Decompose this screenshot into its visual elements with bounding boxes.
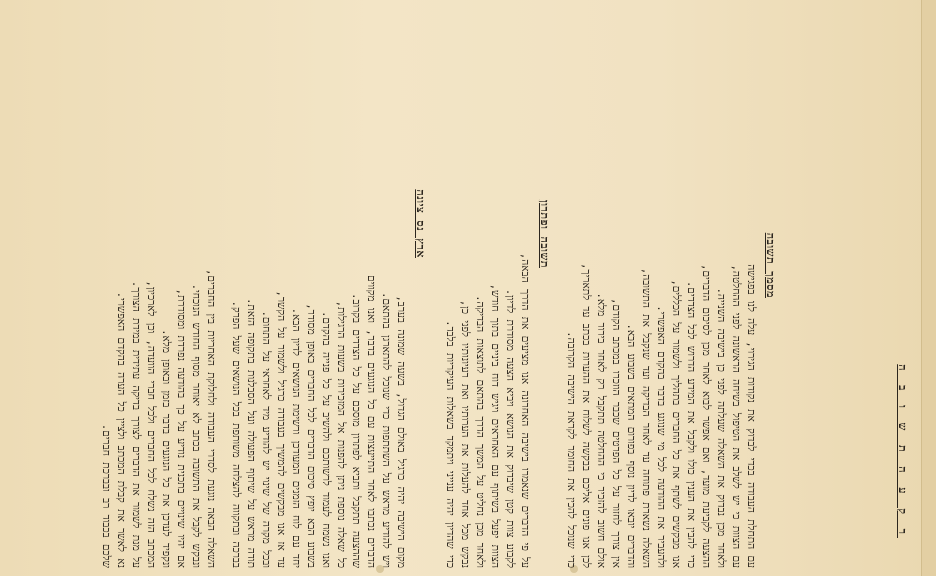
section-body-3 <box>228 8 408 568</box>
typed-line: ההצעה לקביעת מועד, ואם אפשר לבוא לאחר מכן לסיכום הדברים, <box>700 264 712 568</box>
typed-line: שההצעה תתקבל ותביא לפתרון מוסכם על כל הצדדים בקרוב. <box>350 293 362 568</box>
typed-line: נבקש מכל אחד להעלות את הערותיו ואת רעיונותיו לפני כן, <box>459 299 471 568</box>
typed-line: כדי שהדיון יהיה ענייני ויתמקד בשאלות העיקריות בלבד. <box>444 320 456 568</box>
typed-line: בברכה ובתקווה להצלחה משותפת בכל הנושאים שעל הפרק. <box>230 300 242 568</box>
typed-line: השאלה נשארת פתוחה עד לאחר הבדיקה ועד שנקבל את התשובה, <box>640 267 652 568</box>
section-body-1 <box>563 8 758 568</box>
typed-line: ולאחר מכן נבדוק את השאלה שעלתה לפני כן בישיבה השנייה. <box>715 287 727 568</box>
typed-line: ונקפיד לעדכן את כל הנוגעים בדבר בזמן ובאופן מלא. <box>160 329 172 568</box>
section-heading-3: ארץ נס ציונה <box>414 189 427 258</box>
section-heading-2: תשובה ופתרון <box>538 199 551 268</box>
page-edge <box>921 0 936 576</box>
typed-line: השאלה הבאה נוגעת לסדרי העבודה ולחלוקת האחריות בין החברים, <box>205 269 217 568</box>
typed-line: ולהעביר את ההודעה לכל מי שנוגע בדבר בהקדם האפשרי. <box>655 305 667 568</box>
typed-line: לכן אנו פונים אליכם בבקשה לשלוח את ההערות בכתב עד לתאריך, <box>580 263 592 568</box>
typed-line: המכתב הזה נשלח לכל החברים ולכל חברי הוועדה, וכן לארכיון, <box>145 280 157 568</box>
typed-line: ויש להודיע מראש על השתתפות כדי שנוכל להתארגן בהתאם. <box>380 292 392 568</box>
typed-line: כדי שנוכל להכין את החומר לקראת הישיבה הקרובה. <box>565 331 577 568</box>
typed-line: ולאחר מכן נחליט על המשך הדרך בהתאם לתוצאות הבדיקה. <box>474 295 486 568</box>
typed-line: ואנו נשמח לעמוד לרשותכם ולהשיב על כל פנייה בהקדם. <box>320 311 332 568</box>
typed-line: תודה מראש על שיתוף הפעולה ועל הסבלנות בתקופה הזאת. <box>245 298 257 568</box>
rotated-typescript <box>18 8 918 568</box>
section-body-4 <box>98 8 218 568</box>
document-title: ר ק ע ה ת ש ו ב ה <box>896 364 909 538</box>
typed-line: והדברים יובאו לדיון נוסף בפורום המתאים בשבוע הבא. <box>625 323 637 568</box>
typed-line: על פי הדברים שנאמרו בישיבה האחרונה אנו מציעים את הדרך הבאה, <box>519 252 531 568</box>
typed-line: אנו מבקשים לשתף את כל החברים בתהליך ולשמור על הכללים, <box>670 279 682 568</box>
typed-line: יחד עם לוח הזמנים המעודכן ורשימת הנושאים לדיון הבא. <box>290 307 302 568</box>
typed-line: עם הצוות כי יש לשלב את הטיפול בשיחה הראשונה לפני ההחלטה, <box>730 264 742 568</box>
typed-line: על מנת לשמור את הדברים לצורך בדיקה עתידית במידת הצורך. <box>130 280 142 568</box>
typed-line: שלכם בכבוד רב ובברכת חברים. <box>100 423 112 568</box>
typed-line: אם יהיו שינויים בתכנית נודיע על כך בהודעה נפרדת ומסודרת, <box>175 288 187 568</box>
typed-line: כדי להבין את הענין כולו ולקבל את המידע הדרוש לכל הצדדים. <box>685 280 697 568</box>
section-body-2 <box>442 8 532 568</box>
typed-line: בשבוע הבא יופץ סיכום הדברים לכל החברים באופן מסודר, <box>305 303 317 568</box>
typed-line: אין צורך לחזור על כל הפרטים שכבר הוזכרו במכתב הקודם, <box>610 298 622 568</box>
typed-line: ובכל מקרה של שינוי יש להודיע מיד לאחראי על התחום. <box>260 310 272 568</box>
typed-line: ונבקש לקבל את התשובה בכתב לא יאוחר מסוף החודש הנוכחי. <box>190 283 202 568</box>
section-heading-1: מסמך תשובה <box>764 232 777 298</box>
typed-line: עם התחלת העבודה בכדי לבדוק את נקודות הגירוי, עלה לנו בפגישה <box>745 264 757 568</box>
typed-line: נא לאשר את קבלת המכתב ולציין כל הערה בהקדם האפשרי. <box>115 291 127 568</box>
typed-line: אולם חשוב להזכיר כי ההחלטה תתקבל רק לאחר בירור מלא. <box>595 292 607 568</box>
typed-line: הצוות יפעל בשיתוף עם האחראים ויגיש דוח ביניים בתוך חודש, <box>489 283 501 568</box>
typed-line: עד אז אנו מבקשים להמשיך בעבודה כרגיל ולשמור על הקשר, <box>275 290 287 568</box>
typed-line: הדברים נכתבו לאחר התייעצות עם כל הנוגעים בדבר, ואנו מקווים <box>365 275 377 568</box>
typed-line: כל שאלה נוספת ניתן להפנות אל המזכירות בשעות הרגילות, <box>335 300 347 568</box>
typed-line: מקום הישיבה יהיה כרגיל באולם הגדול, בשעה שמונה בערב, <box>395 295 407 568</box>
typed-line: לקבוע צוות קטן שיבדוק את הנושא ויביא הצעה מסודרת לדיון. <box>504 288 516 568</box>
